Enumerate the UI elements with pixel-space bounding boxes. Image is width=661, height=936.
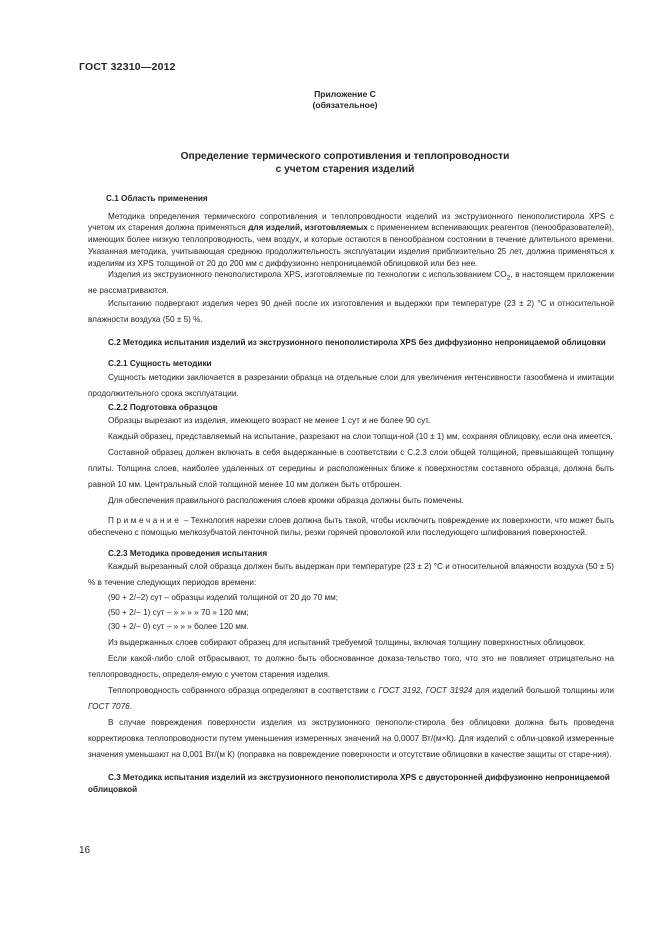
standard-header: ГОСТ 32310—2012 xyxy=(79,61,176,73)
note-label: Примечание xyxy=(108,516,182,526)
appendix-title-line2: с учетом старения изделий xyxy=(275,164,415,175)
section-c21-heading: С.2.1 Сущность методики xyxy=(108,358,212,368)
section-c22-paragraph-3: Составной образец должен включать в себя выдержанные в соответствии с С.2.3 слои общей толщиной, превышающей толщину плиты. Толщина слоев, наиболее удаленных от середины и расположенных ближе к поверхностям составного образца, должна быть равной 10 мм. Центральный слой толщиной менее 10 мм должен быть отброшен. xyxy=(88,448,614,490)
section-c23-paragraph-4: Теплопроводность собранного образца определяют в соответствии с ГОСТ 3192, ГОСТ 31924 для изделий большой толщины или ГОСТ 7076. xyxy=(88,685,614,711)
section-c1-paragraph-3: Испытанию подвергают изделия через 90 дней после их изготовления и выдержки при температуре (23 ± 2) °С и относительной влажности воздуха (50 ± 5) %. xyxy=(88,299,614,325)
section-c23-paragraph-1: Каждый вырезанный слой образца должен быть выдержан при температуре (23 ± 2) °С и относительной влажности воздуха (50 ± 5) % в течение следующих периодов времени: xyxy=(88,562,614,588)
section-c3-heading: С.3 Методика испытания изделий из экструзионного пенополистирола XPS с двусторонней диффузионно непроницаемой облицовкой xyxy=(88,772,610,794)
section-c22-heading: С.2.2 Подготовка образцов xyxy=(108,402,218,412)
section-c23-paragraph-2: Из выдержанных слоев собирают образец для испытаний требуемой толщины, включая толщину поверхностных облицовок. xyxy=(108,637,586,647)
exposure-list-item: (90 + 2/−2) сут – образцы изделий толщиной от 20 до 70 мм; xyxy=(108,593,338,603)
gost-reference: ГОСТ 31924 xyxy=(425,685,473,695)
section-c1-paragraph-1: Методика определения термического сопротивления и теплопроводности изделий из экструзионного пенополистирола XPS с учетом их старения должна применяться для изделий, изготовляемых с применением вспенивающих реагентов (пенообразователей), имеющих более низкую теплопроводность, чем воздух, и которые остаются в пенообразном состоянии в течение длительного времени. Указанная методика, учитывающая среднюю продолжительность эксплуатации изделия приблизительно 25 лет, должна применяться к изделиям из XPS толщиной от 20 до 200 мм с диффузионно непроницаемой облицовкой или без нее. xyxy=(88,211,614,268)
section-c22-paragraph-4: Для обеспечения правильного расположения слоев кромки образца должны быть помечены. xyxy=(108,496,464,506)
section-c22-paragraph-2: Каждый образец, представляемый на испытание, разрезают на слои толщи-ной (10 ± 1) мм, сохраняя облицовку, если она имеется. xyxy=(108,432,613,442)
section-c1-heading: С.1 Область применения xyxy=(106,194,208,203)
appendix-title-line1: Определение термического сопротивления и теплопроводности xyxy=(180,151,510,162)
page-number: 16 xyxy=(79,845,91,856)
section-c22-paragraph-1: Образцы вырезают из изделия, имеющего возраст не менее 1 сут и не более 90 сут. xyxy=(108,416,431,426)
section-c21-paragraph: Сущность методики заключается в разрезании образца на отдельные слои для увеличения интенсивности газообмена и имитации продолжительного срока эксплуатации. xyxy=(88,372,614,398)
appendix-label: Приложение С xyxy=(314,89,376,99)
exposure-list-item: (50 + 2/− 1) сут – » » » » 70 » 120 мм; xyxy=(108,607,249,617)
exposure-list-item: (30 + 2/− 0) сут – » » » более 120 мм. xyxy=(108,622,249,632)
section-c23-paragraph-3: Если какой-либо слой отбрасывают, то должно быть обоснованное доказа-тельство того, что это не повлияет отрицательно на теплопроводность, определя-емую с учетом старения изделия. xyxy=(88,653,614,679)
section-c23-paragraph-5: В случае повреждения поверхности изделия из экструзионного пенополи-стирола без облицовки должна быть проведена корректировка теплопроводности путем уменьшения измеренных значений на 0,0007 Вт/(м×К). Для изделий с обли-цовкой измеренные значения уменьшают на 0,001 Вт/(м К) (поправка на повреждение поверхности и отсутствие облицовки в качестве защиты от старе-ния). xyxy=(88,717,614,759)
section-c1-paragraph-2: Изделия из экструзионного пенополистирола XPS, изготовляемые по технологии с использованием $CO_2$, в настоящем приложении не рассматриваются. xyxy=(88,270,614,295)
section-c23-heading: С.2.3 Методика проведения испытания xyxy=(108,548,268,558)
gost-reference: ГОСТ 7076 xyxy=(88,701,130,711)
section-c2-heading: С.2 Методика испытания изделий из экструзионного пенополистирола XPS без диффузионно непроницаемой облицовки xyxy=(108,338,606,348)
appendix-status: (обязательное) xyxy=(312,100,378,110)
main-content xyxy=(88,193,614,795)
gost-reference: ГОСТ 3192 xyxy=(378,685,421,695)
note-paragraph: Примечание – Технология нарезки слоев должна быть такой, чтобы исключить повреждение их поверхности, что может быть обеспечено с помощью мелкозубчатой ленточной пилы, резки горячей проволокой или последующего шлифования поверхностей. xyxy=(88,516,614,538)
